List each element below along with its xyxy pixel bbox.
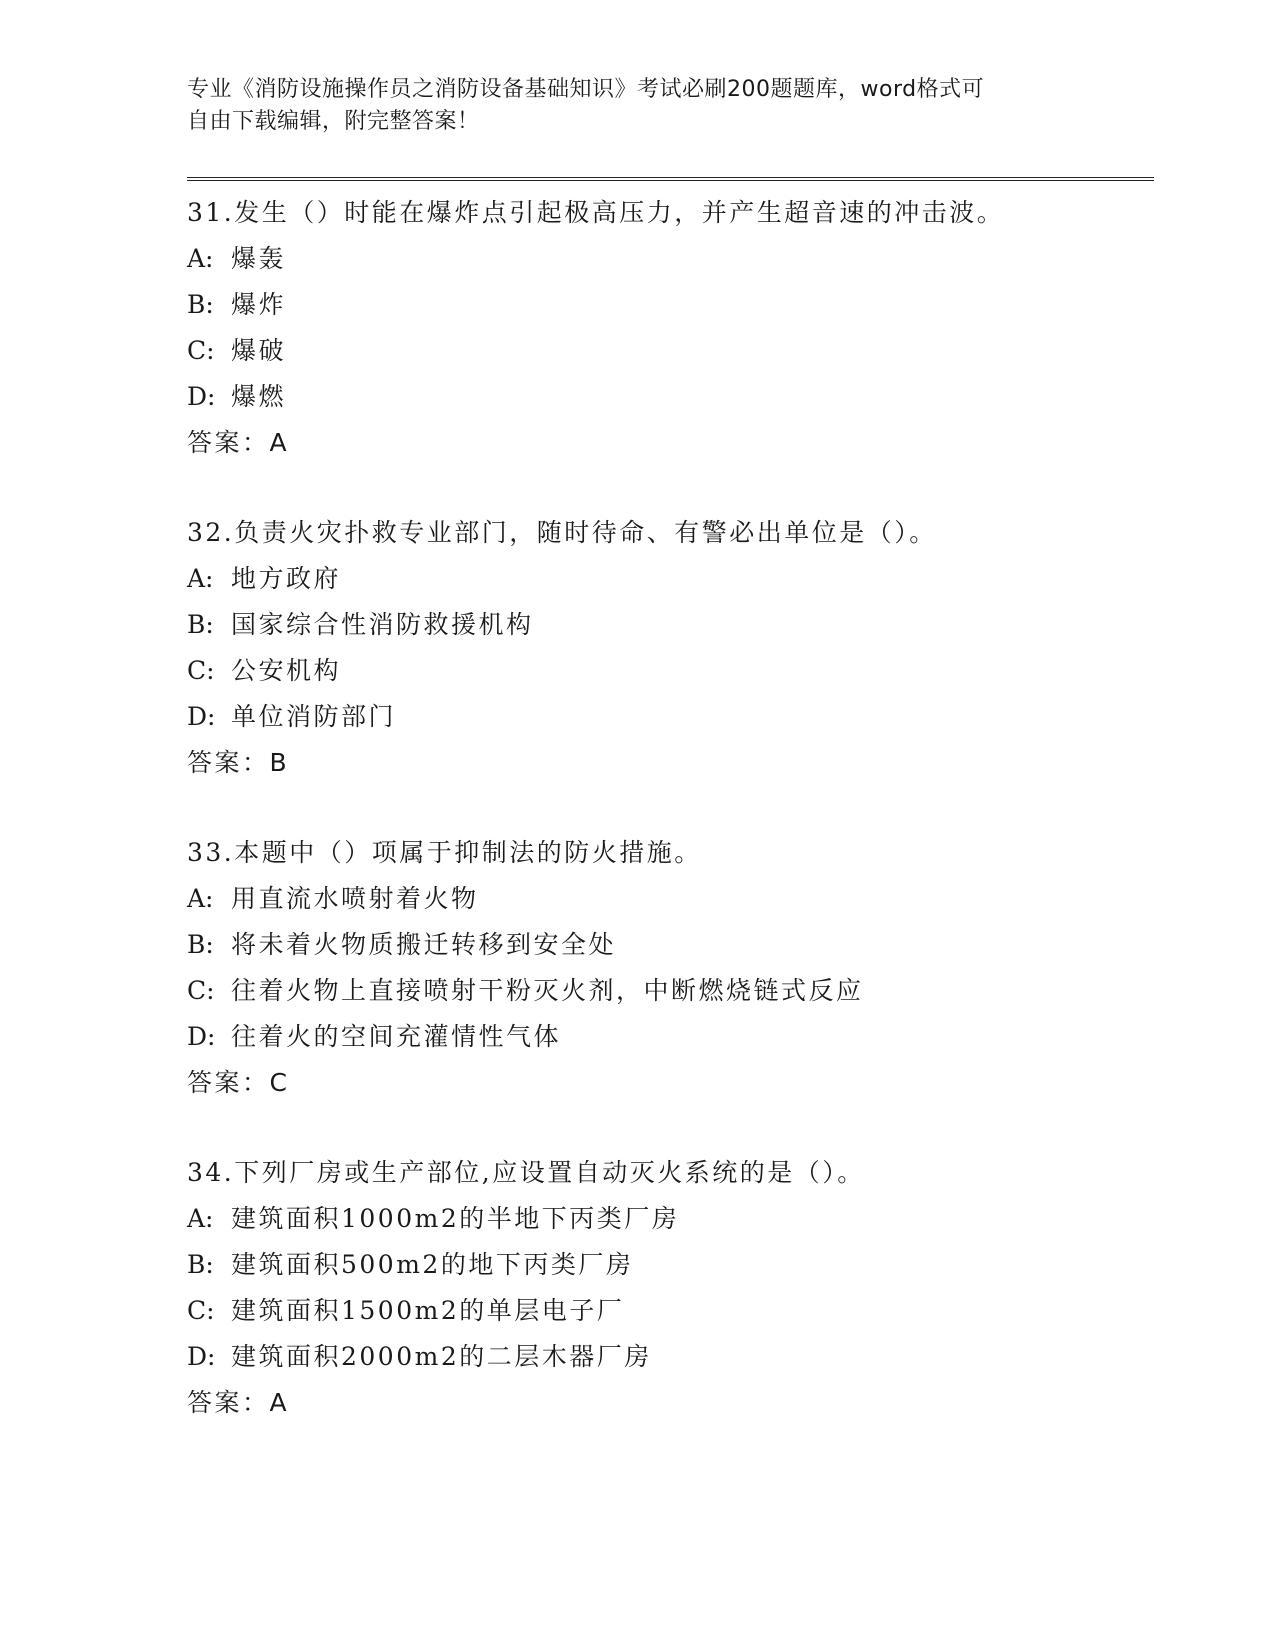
option-b — [187, 1242, 1154, 1288]
option-d — [187, 694, 1154, 740]
option-key: B: — [187, 610, 214, 639]
header-line-1: 专业《消防设施操作员之消防设备基础知识》考试必刷200题题库，word格式可 — [187, 77, 985, 102]
option-d — [187, 1334, 1154, 1380]
option-key: C: — [187, 1296, 215, 1325]
answer: 答案：C — [187, 1068, 290, 1097]
option-text: 建筑面积1500m2的单层电子厂 — [231, 1296, 625, 1325]
header-divider — [187, 177, 1154, 181]
question-33 — [187, 830, 1154, 1106]
option-key: A: — [187, 564, 214, 593]
option-key: D: — [187, 1342, 216, 1371]
question-title: 34.下列厂房或生产部位,应设置自动灭火系统的是（）。 — [187, 1158, 865, 1187]
option-d — [187, 1014, 1154, 1060]
option-a — [187, 876, 1154, 922]
option-key: B: — [187, 930, 214, 959]
question-32 — [187, 510, 1154, 786]
option-text: 建筑面积1000m2的半地下丙类厂房 — [231, 1204, 680, 1233]
option-key: C: — [187, 656, 215, 685]
option-text: 建筑面积500m2的地下丙类厂房 — [231, 1250, 634, 1279]
option-text: 用直流水喷射着火物 — [231, 884, 479, 913]
option-key: A: — [187, 884, 214, 913]
question-title: 33.本题中（）项属于抑制法的防火措施。 — [187, 838, 702, 867]
question-list — [187, 190, 1154, 1470]
option-text: 爆燃 — [231, 382, 287, 411]
option-key: D: — [187, 1022, 216, 1051]
option-key: D: — [187, 702, 216, 731]
option-b — [187, 602, 1154, 648]
option-text: 建筑面积2000m2的二层木器厂房 — [231, 1342, 652, 1371]
option-key: D: — [187, 382, 216, 411]
question-34 — [187, 1150, 1154, 1426]
option-text: 地方政府 — [231, 564, 342, 593]
option-text: 爆轰 — [231, 244, 287, 273]
answer: 答案：A — [187, 1388, 290, 1417]
option-key: A: — [187, 1204, 214, 1233]
option-text: 将未着火物质搬迁转移到安全处 — [231, 930, 617, 959]
option-a — [187, 556, 1154, 602]
question-title: 31.发生（）时能在爆炸点引起极高压力，并产生超音速的冲击波。 — [187, 198, 1005, 227]
option-key: B: — [187, 1250, 214, 1279]
option-text: 单位消防部门 — [231, 702, 397, 731]
header-line-2: 自由下载编辑，附完整答案！ — [187, 109, 480, 134]
option-b — [187, 282, 1154, 328]
option-key: C: — [187, 976, 215, 1005]
answer: 答案：A — [187, 428, 290, 457]
answer: 答案：B — [187, 748, 290, 777]
option-text: 往着火物上直接喷射干粉灭火剂，中断燃烧链式反应 — [231, 976, 864, 1005]
option-d — [187, 374, 1154, 420]
question-title: 32.负责火灾扑救专业部门，随时待命、有警必出单位是（）。 — [187, 518, 937, 547]
option-key: C: — [187, 336, 215, 365]
document-header — [187, 74, 1087, 138]
option-text: 公安机构 — [231, 656, 342, 685]
option-key: A: — [187, 244, 214, 273]
option-text: 爆炸 — [231, 290, 287, 319]
option-a — [187, 236, 1154, 282]
option-c — [187, 968, 1154, 1014]
option-key: B: — [187, 290, 214, 319]
option-c — [187, 648, 1154, 694]
option-text: 往着火的空间充灌情性气体 — [231, 1022, 562, 1051]
option-c — [187, 1288, 1154, 1334]
option-b — [187, 922, 1154, 968]
option-text: 国家综合性消防救援机构 — [231, 610, 534, 639]
question-31 — [187, 190, 1154, 466]
option-c — [187, 328, 1154, 374]
option-a — [187, 1196, 1154, 1242]
option-text: 爆破 — [231, 336, 287, 365]
